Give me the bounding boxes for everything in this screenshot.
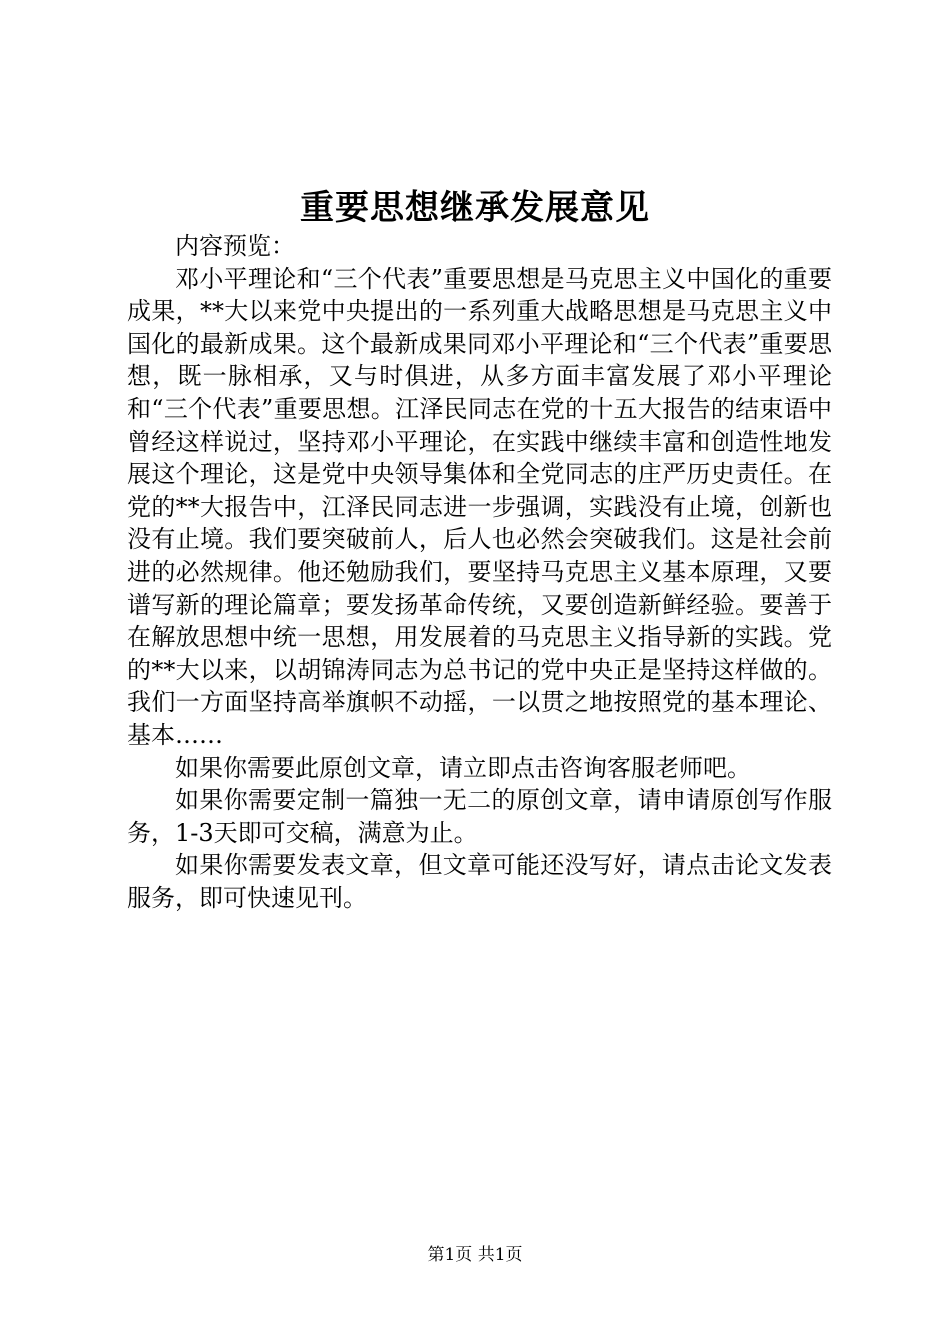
main-paragraph: 邓小平理论和“三个代表”重要思想是马克思主义中国化的重要成果，**大以来党中央提出的一系列重大战略思想是马克思主义中国化的最新成果。这个最新成果同邓小平理论和“三个代表”重要思想，既一脉相承，又与时俱进，从多方面丰富发展了邓小平理论和“三个代表”重要思想。江泽民同志在党的十五大报告的结束语中曾经这样说过，坚持邓小平理论，在实践中继续丰富和创造性地发展这个理论，这是党中央领导集体和全党同志的庄严历史责任。在党的**大报告中，江泽民同志进一步强调，实践没有止境，创新也没有止境。我们要突破前人，后人也必然会突破我们。这是社会前进的必然规律。他还勉励我们，要坚持马克思主义基本原理，又要谱写新的理论篇章；要发扬革命传统，又要创造新鲜经验。要善于在解放思想中统一思想，用发展着的马克思主义指导新的实践。党的**大以来，以胡锦涛同志为总书记的党中央正是坚持这样做的。我们一方面坚持高举旗帜不动摇，一以贯之地按照党的基本理论、基本……	[127, 264, 832, 749]
document-title: 重要思想继承发展意见	[300, 188, 650, 228]
publish-paragraph: 如果你需要发表文章，但文章可能还没写好，请点击论文发表服务，即可快速见刊。	[127, 851, 832, 912]
document-body	[127, 230, 832, 914]
page-number-footer: 第1页 共1页	[427, 1245, 523, 1265]
consult-paragraph: 如果你需要此原创文章，请立即点击咨询客服老师吧。	[175, 753, 751, 782]
preview-label: 内容预览：	[175, 232, 295, 260]
custom-writing-paragraph: 如果你需要定制一篇独一无二的原创文章，请申请原创写作服务，1-3天即可交稿，满意为止。	[127, 786, 832, 847]
